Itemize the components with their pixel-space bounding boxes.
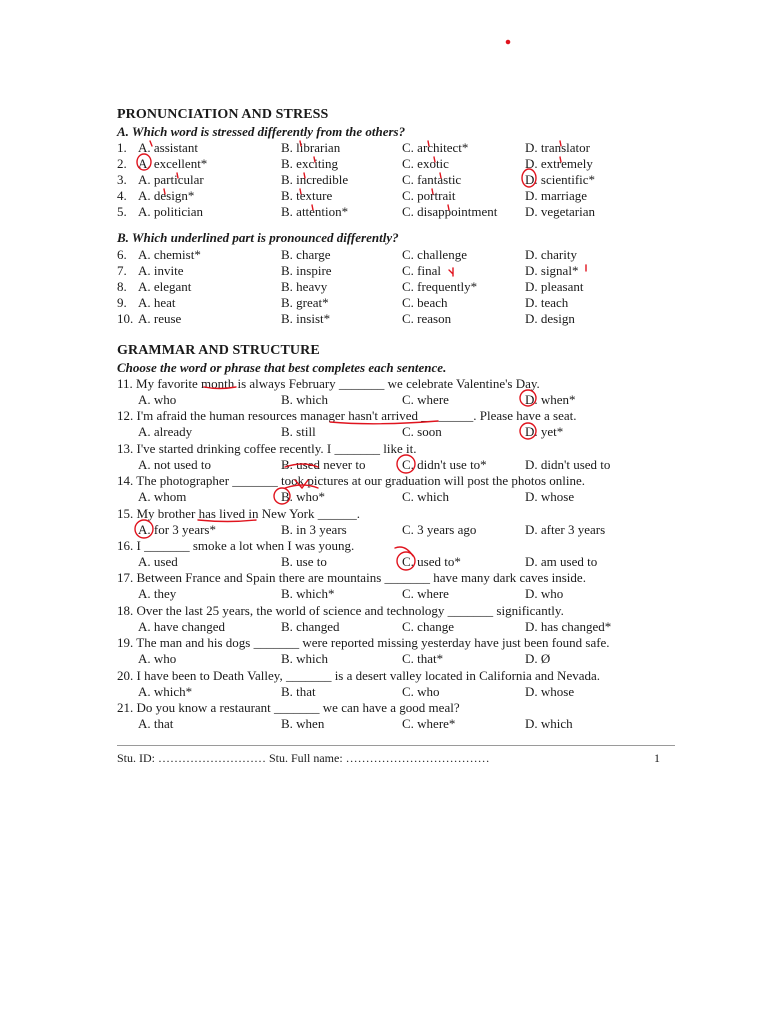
option-b: B. inspire — [281, 263, 332, 278]
option-c: C. challenge — [402, 247, 467, 262]
question-row — [117, 188, 657, 204]
option-d: D. who — [525, 586, 564, 601]
option-b: B. that — [281, 684, 316, 699]
option-a: A. politician — [138, 204, 203, 219]
question-row — [117, 156, 657, 172]
option-b: B. great* — [281, 295, 329, 310]
option-d: D. translator — [525, 140, 590, 155]
option-d: D. am used to — [525, 554, 598, 569]
option-b: B. librarian — [281, 140, 341, 155]
option-b: B. use to — [281, 554, 327, 569]
option-c: C. reason — [402, 311, 452, 326]
option-b: B. when — [281, 716, 325, 731]
question-text: 17. Between France and Spain there are mountains _______ have many dark caves inside. — [117, 570, 586, 585]
option-c: C. architect* — [402, 140, 469, 155]
option-d: D. which — [525, 716, 573, 731]
section-title-grammar: GRAMMAR AND STRUCTURE — [117, 343, 320, 358]
question-text: 14. The photographer _______ took pictures at our graduation will post the photos online. — [117, 473, 586, 488]
option-d: D. whose — [525, 684, 575, 699]
option-d: D. Ø — [525, 651, 551, 666]
option-a: A. which* — [138, 684, 193, 699]
question-text: 21. Do you know a restaurant _______ we can have a good meal? — [117, 700, 460, 715]
question-row — [117, 204, 657, 220]
option-c: C. final — [402, 263, 441, 278]
option-c: C. where* — [402, 716, 456, 731]
question-row — [117, 263, 657, 279]
question-row — [117, 172, 657, 188]
option-c: C. disappointment — [402, 204, 498, 219]
question-text: 20. I have been to Death Valley, _______ is a desert valley located in California and Nevada. — [117, 668, 601, 683]
question-number: 10. — [117, 311, 134, 326]
option-a: A. reuse — [138, 311, 182, 326]
option-b: B. still — [281, 424, 316, 439]
option-b: B. incredible — [281, 172, 349, 187]
part-a-instruction: A. Which word is stressed differently from the others? — [117, 124, 406, 139]
option-d: D. didn't used to — [525, 457, 611, 472]
option-c: C. that* — [402, 651, 444, 666]
question-text: 16. I _______ smoke a lot when I was young. — [117, 538, 355, 553]
option-b: B. used never to — [281, 457, 366, 472]
option-a: A. not used to — [138, 457, 211, 472]
option-a: A. design* — [138, 188, 195, 203]
question-number: 9. — [117, 295, 127, 310]
option-c: C. where — [402, 586, 449, 601]
part-b-instruction: B. Which underlined part is pronounced differently? — [117, 230, 399, 245]
question-number: 3. — [117, 172, 127, 187]
option-a: A. that — [138, 716, 174, 731]
question-text: 15. My brother has lived in New York ______. — [117, 506, 361, 521]
option-c: C. didn't use to* — [402, 457, 487, 472]
option-c: C. who — [402, 684, 440, 699]
option-a: A. who — [138, 392, 177, 407]
option-b: B. exciting — [281, 156, 339, 171]
option-c: C. exotic — [402, 156, 449, 171]
option-a: A. particular — [138, 172, 204, 187]
option-a: A. assistant — [138, 140, 198, 155]
grammar-instruction: Choose the word or phrase that best completes each sentence. — [117, 360, 447, 375]
question-number: 5. — [117, 204, 127, 219]
option-d: D. signal* — [525, 263, 579, 278]
option-a: A. already — [138, 424, 193, 439]
page-number: 1 — [654, 751, 660, 765]
option-a: A. whom — [138, 489, 187, 504]
student-info-line: Stu. ID: ……………………… Stu. Full name: ……………………………… — [117, 751, 490, 765]
option-d: D. when* — [525, 392, 576, 407]
option-d: D. vegetarian — [525, 204, 596, 219]
option-b: B. insist* — [281, 311, 331, 326]
option-a: A. chemist* — [138, 247, 201, 262]
option-d: D. scientific* — [525, 172, 596, 187]
option-a: A. elegant — [138, 279, 192, 294]
question-text: 19. The man and his dogs _______ were reported missing yesterday have just been found safe. — [117, 635, 610, 650]
option-a: A. excellent* — [138, 156, 208, 171]
option-d: D. marriage — [525, 188, 588, 203]
option-c: C. beach — [402, 295, 448, 310]
option-a: A. who — [138, 651, 177, 666]
option-b: B. which — [281, 392, 328, 407]
option-b: B. texture — [281, 188, 333, 203]
question-row — [117, 311, 657, 327]
question-text: 11. My favorite month is always February _______ we celebrate Valentine's Day. — [117, 376, 540, 391]
question-number: 2. — [117, 156, 127, 171]
option-b: B. changed — [281, 619, 340, 634]
question-row — [117, 279, 657, 295]
section-title-pronunciation: PRONUNCIATION AND STRESS — [117, 107, 329, 122]
question-row — [117, 295, 657, 311]
question-text: 13. I've started drinking coffee recently. I _______ like it. — [117, 441, 417, 456]
option-c: C. 3 years ago — [402, 522, 477, 537]
option-c: C. fantastic — [402, 172, 462, 187]
option-b: B. which — [281, 651, 328, 666]
option-b: B. attention* — [281, 204, 349, 219]
option-d: D. teach — [525, 295, 569, 310]
option-a: A. have changed — [138, 619, 225, 634]
option-b: B. charge — [281, 247, 331, 262]
option-b: B. in 3 years — [281, 522, 347, 537]
option-c: C. where — [402, 392, 449, 407]
option-a: A. used — [138, 554, 178, 569]
option-c: C. soon — [402, 424, 442, 439]
option-b: B. who* — [281, 489, 326, 504]
question-text: 18. Over the last 25 years, the world of science and technology _______ significantly. — [117, 603, 564, 618]
option-c: C. frequently* — [402, 279, 478, 294]
question-number: 6. — [117, 247, 127, 262]
question-number: 1. — [117, 140, 127, 155]
question-number: 4. — [117, 188, 127, 203]
option-d: D. yet* — [525, 424, 564, 439]
pen-dot — [506, 40, 509, 43]
question-number: 8. — [117, 279, 127, 294]
option-d: D. extremely — [525, 156, 593, 171]
option-c: C. change — [402, 619, 454, 634]
option-d: D. whose — [525, 489, 575, 504]
footer-divider — [117, 745, 675, 746]
option-d: D. has changed* — [525, 619, 612, 634]
option-c: C. used to* — [402, 554, 461, 569]
option-d: D. pleasant — [525, 279, 584, 294]
option-a: A. for 3 years* — [138, 522, 216, 537]
option-d: D. design — [525, 311, 575, 326]
option-b: B. heavy — [281, 279, 328, 294]
option-d: D. after 3 years — [525, 522, 606, 537]
option-d: D. charity — [525, 247, 577, 262]
option-b: B. which* — [281, 586, 335, 601]
option-c: C. portrait — [402, 188, 456, 203]
option-a: A. heat — [138, 295, 176, 310]
question-text: 12. I'm afraid the human resources manager hasn't arrived ________. Please have a seat. — [117, 408, 577, 423]
option-a: A. invite — [138, 263, 184, 278]
question-row — [117, 247, 657, 263]
question-number: 7. — [117, 263, 127, 278]
option-c: C. which — [402, 489, 449, 504]
option-a: A. they — [138, 586, 177, 601]
question-row — [117, 140, 657, 156]
